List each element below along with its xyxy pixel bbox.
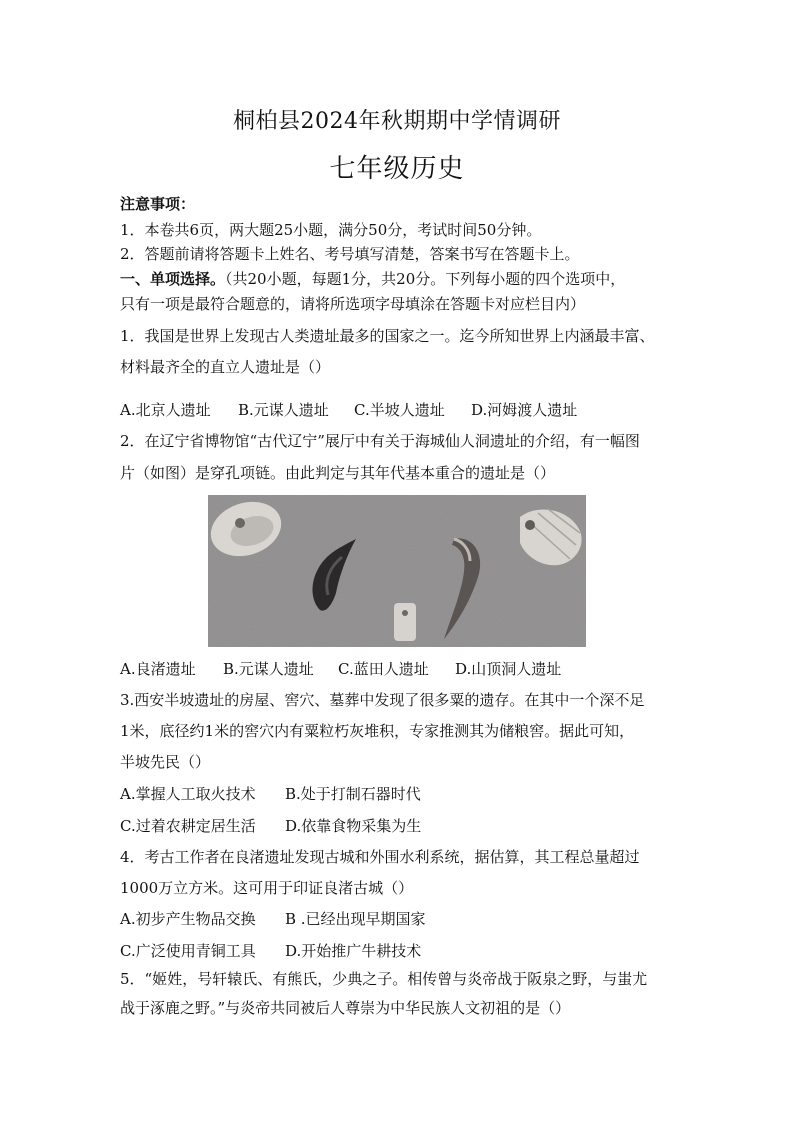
notes-item: 1．本卷共6页，两大题25小题，满分50分，考试时间50分钟。 <box>120 221 542 239</box>
option-b: B.元谋人遗址 <box>238 401 329 419</box>
question-options <box>120 399 577 420</box>
notes-item: 2．答题前请将答题卡上姓名、考号填写清楚，答案书写在答题卡上。 <box>120 245 580 263</box>
question-options <box>120 908 426 929</box>
option-c: C.广泛使用青铜工具 <box>120 942 256 960</box>
question-options <box>120 658 561 679</box>
question-text: 1000万立方米。这可用于印证良渚古城（） <box>120 879 414 897</box>
question-text: 3.西安半坡遗址的房屋、窖穴、墓葬中发现了很多粟的遗存。在其中一个深不足 <box>120 691 645 709</box>
question-options <box>120 815 421 836</box>
exam-subject: 七年级历史 <box>329 154 465 184</box>
option-c: C.蓝田人遗址 <box>338 660 429 678</box>
exam-title: 桐柏县2024年秋期期中学情调研 <box>233 109 561 134</box>
option-c: C.过着农耕定居生活 <box>120 817 256 835</box>
question-options <box>120 783 421 804</box>
section-intro <box>120 268 690 289</box>
option-d: D.河姆渡人遗址 <box>471 401 578 419</box>
option-a: A.北京人遗址 <box>120 401 211 419</box>
question-options <box>120 940 421 961</box>
option-b: B.元谋人遗址 <box>223 660 314 678</box>
pierced-necklace-photo <box>208 495 586 647</box>
option-a: A.掌握人工取火技术 <box>120 785 256 803</box>
option-a: A.良渚遗址 <box>120 660 196 678</box>
bone-bead <box>394 603 416 641</box>
section-heading: 一、单项选择。 <box>120 270 226 288</box>
question-text: 1．我国是世界上发现古人类遗址最多的国家之一。迄今所知世界上内涵最丰富、 <box>120 327 655 345</box>
question-text: 1米，底径约1米的窖穴内有粟粒朽灰堆积，专家推测其为储粮窖。据此可知， <box>120 722 635 740</box>
option-c: C.半坡人遗址 <box>354 401 445 419</box>
section-intro-text: （共20小题，每题1分，共20分。下列每小题的四个选项中， <box>225 270 626 288</box>
question-text: 2．在辽宁省博物馆“古代辽宁”展厅中有关于海城仙人洞遗址的介绍，有一幅图 <box>120 432 640 450</box>
question-text: 4．考古工作者在良渚遗址发现古城和外围水利系统，据估算，其工程总量超过 <box>120 848 640 866</box>
section-intro-text: 只有一项是最符合题意的，请将所选项字母填涂在答题卡对应栏目内） <box>120 295 586 313</box>
option-d: D.开始推广牛耕技术 <box>285 942 422 960</box>
necklace-image <box>208 495 586 647</box>
option-b: B .已经出现早期国家 <box>285 910 426 928</box>
question-text: 半坡先民（） <box>120 753 211 771</box>
question-text: 片（如图）是穿孔项链。由此判定与其年代基本重合的遗址是（） <box>120 464 556 482</box>
option-d: D.依靠食物采集为生 <box>285 817 422 835</box>
notes-heading: 注意事项： <box>120 195 196 213</box>
question-text: 战于涿鹿之野。”与炎帝共同被后人尊崇为中华民族人文初祖的是（） <box>120 999 571 1017</box>
option-b: B.处于打制石器时代 <box>285 785 421 803</box>
option-d: D.山顶洞人遗址 <box>455 660 562 678</box>
question-text: 5．“姬姓，号轩辕氏、有熊氏，少典之子。相传曾与炎帝战于阪泉之野，与蚩尤 <box>120 970 648 988</box>
question-text: 材料最齐全的直立人遗址是（） <box>120 358 331 376</box>
option-a: A.初步产生物品交换 <box>120 910 256 928</box>
